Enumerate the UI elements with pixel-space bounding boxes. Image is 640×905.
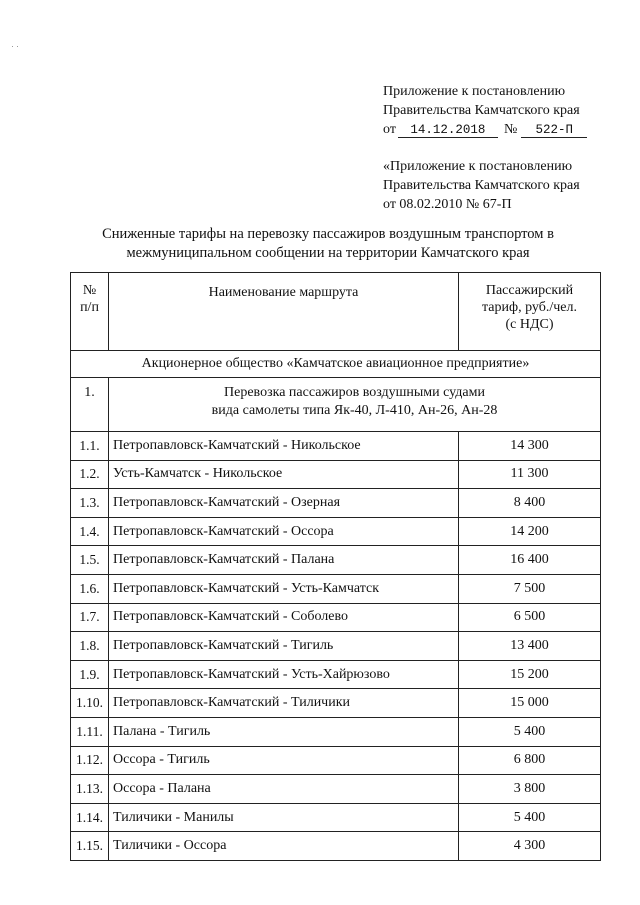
prev-appendix-line-3: от 08.02.2010 № 67-П [383, 197, 512, 212]
row-price: 15 000 [459, 689, 601, 718]
section-number: 1. [71, 378, 109, 432]
tariff-table [70, 272, 601, 861]
row-number: 1.1. [71, 432, 109, 461]
prev-appendix-line-1: «Приложение к постановлению [383, 159, 573, 174]
header-number-line-2: п/п [80, 300, 99, 315]
organization-name: Акционерное общество «Камчатское авиационное предприятие» [71, 351, 601, 378]
row-price: 6 500 [459, 603, 601, 632]
table-row [71, 603, 601, 632]
title-line-2: межмуниципальном сообщении на территории Камчатского края [126, 245, 530, 261]
row-route: Петропавловск-Камчатский - Оссора [109, 517, 459, 546]
table-row [71, 746, 601, 775]
row-route: Петропавловск-Камчатский - Никольское [109, 432, 459, 461]
appendix-line-1: Приложение к постановлению [383, 84, 566, 99]
table-row [71, 660, 601, 689]
document-title [60, 225, 596, 263]
table-row [71, 832, 601, 861]
row-price: 7 500 [459, 574, 601, 603]
table-row [71, 574, 601, 603]
row-number: 1.2. [71, 460, 109, 489]
section-row [71, 378, 601, 432]
row-number: 1.10. [71, 689, 109, 718]
organization-row [71, 351, 601, 378]
row-number: 1.5. [71, 546, 109, 575]
row-route: Петропавловск-Камчатский - Тигиль [109, 632, 459, 661]
row-number: 1.8. [71, 632, 109, 661]
previous-appendix-reference [383, 157, 580, 214]
row-route: Оссора - Палана [109, 775, 459, 804]
appendix-line-3 [383, 120, 587, 139]
row-number: 1.12. [71, 746, 109, 775]
prev-appendix-line-2: Правительства Камчатского края [383, 178, 580, 193]
section-title-line-1: Перевозка пассажиров воздушными судами [224, 385, 485, 400]
row-price: 11 300 [459, 460, 601, 489]
row-route: Палана - Тигиль [109, 717, 459, 746]
appendix-header [383, 82, 587, 139]
row-price: 5 400 [459, 717, 601, 746]
row-price: 4 300 [459, 832, 601, 861]
from-label: от [383, 122, 396, 137]
table-row [71, 489, 601, 518]
table-row [71, 432, 601, 461]
row-number: 1.3. [71, 489, 109, 518]
title-line-1: Сниженные тарифы на перевозку пассажиров воздушным транспортом в [102, 226, 554, 242]
scan-corner-mark [12, 34, 24, 36]
row-number: 1.6. [71, 574, 109, 603]
table-header-row [71, 273, 601, 351]
row-route: Тиличики - Манилы [109, 803, 459, 832]
section-title [109, 378, 601, 432]
header-price-line-2: тариф, руб./чел. [482, 300, 577, 315]
row-number: 1.7. [71, 603, 109, 632]
header-number-cell [71, 273, 109, 351]
row-price: 15 200 [459, 660, 601, 689]
row-route: Петропавловск-Камчатский - Палана [109, 546, 459, 575]
table-row [71, 717, 601, 746]
table-row [71, 689, 601, 718]
row-price: 14 200 [459, 517, 601, 546]
row-price: 13 400 [459, 632, 601, 661]
row-route: Петропавловск-Камчатский - Соболево [109, 603, 459, 632]
row-route: Петропавловск-Камчатский - Усть-Хайрюзово [109, 660, 459, 689]
row-number: 1.14. [71, 803, 109, 832]
row-price: 6 800 [459, 746, 601, 775]
row-price: 8 400 [459, 489, 601, 518]
appendix-line-2: Правительства Камчатского края [383, 103, 580, 118]
resolution-number: 522-П [521, 123, 587, 138]
row-route: Петропавловск-Камчатский - Тиличики [109, 689, 459, 718]
table-row [71, 632, 601, 661]
row-price: 14 300 [459, 432, 601, 461]
row-number: 1.9. [71, 660, 109, 689]
row-number: 1.15. [71, 832, 109, 861]
row-route: Тиличики - Оссора [109, 832, 459, 861]
table-row [71, 546, 601, 575]
header-price-line-3: (с НДС) [505, 317, 554, 332]
table-row [71, 460, 601, 489]
table-row [71, 517, 601, 546]
row-price: 3 800 [459, 775, 601, 804]
row-number: 1.4. [71, 517, 109, 546]
row-number: 1.11. [71, 717, 109, 746]
header-price-cell [459, 273, 601, 351]
number-label: № [503, 122, 518, 137]
row-price: 5 400 [459, 803, 601, 832]
header-price-line-1: Пассажирский [485, 283, 574, 298]
row-route: Петропавловск-Камчатский - Озерная [109, 489, 459, 518]
row-number: 1.13. [71, 775, 109, 804]
row-route: Оссора - Тигиль [109, 746, 459, 775]
table-row [71, 803, 601, 832]
section-title-line-2: вида самолеты типа Як-40, Л-410, Ан-26, Ан-28 [211, 403, 498, 418]
header-number-line-1: № [82, 283, 97, 298]
row-route: Петропавловск-Камчатский - Усть-Камчатск [109, 574, 459, 603]
row-price: 16 400 [459, 546, 601, 575]
row-route: Усть-Камчатск - Никольское [109, 460, 459, 489]
header-route-cell: Наименование маршрута [109, 273, 459, 351]
table-row [71, 775, 601, 804]
resolution-date: 14.12.2018 [398, 123, 498, 138]
